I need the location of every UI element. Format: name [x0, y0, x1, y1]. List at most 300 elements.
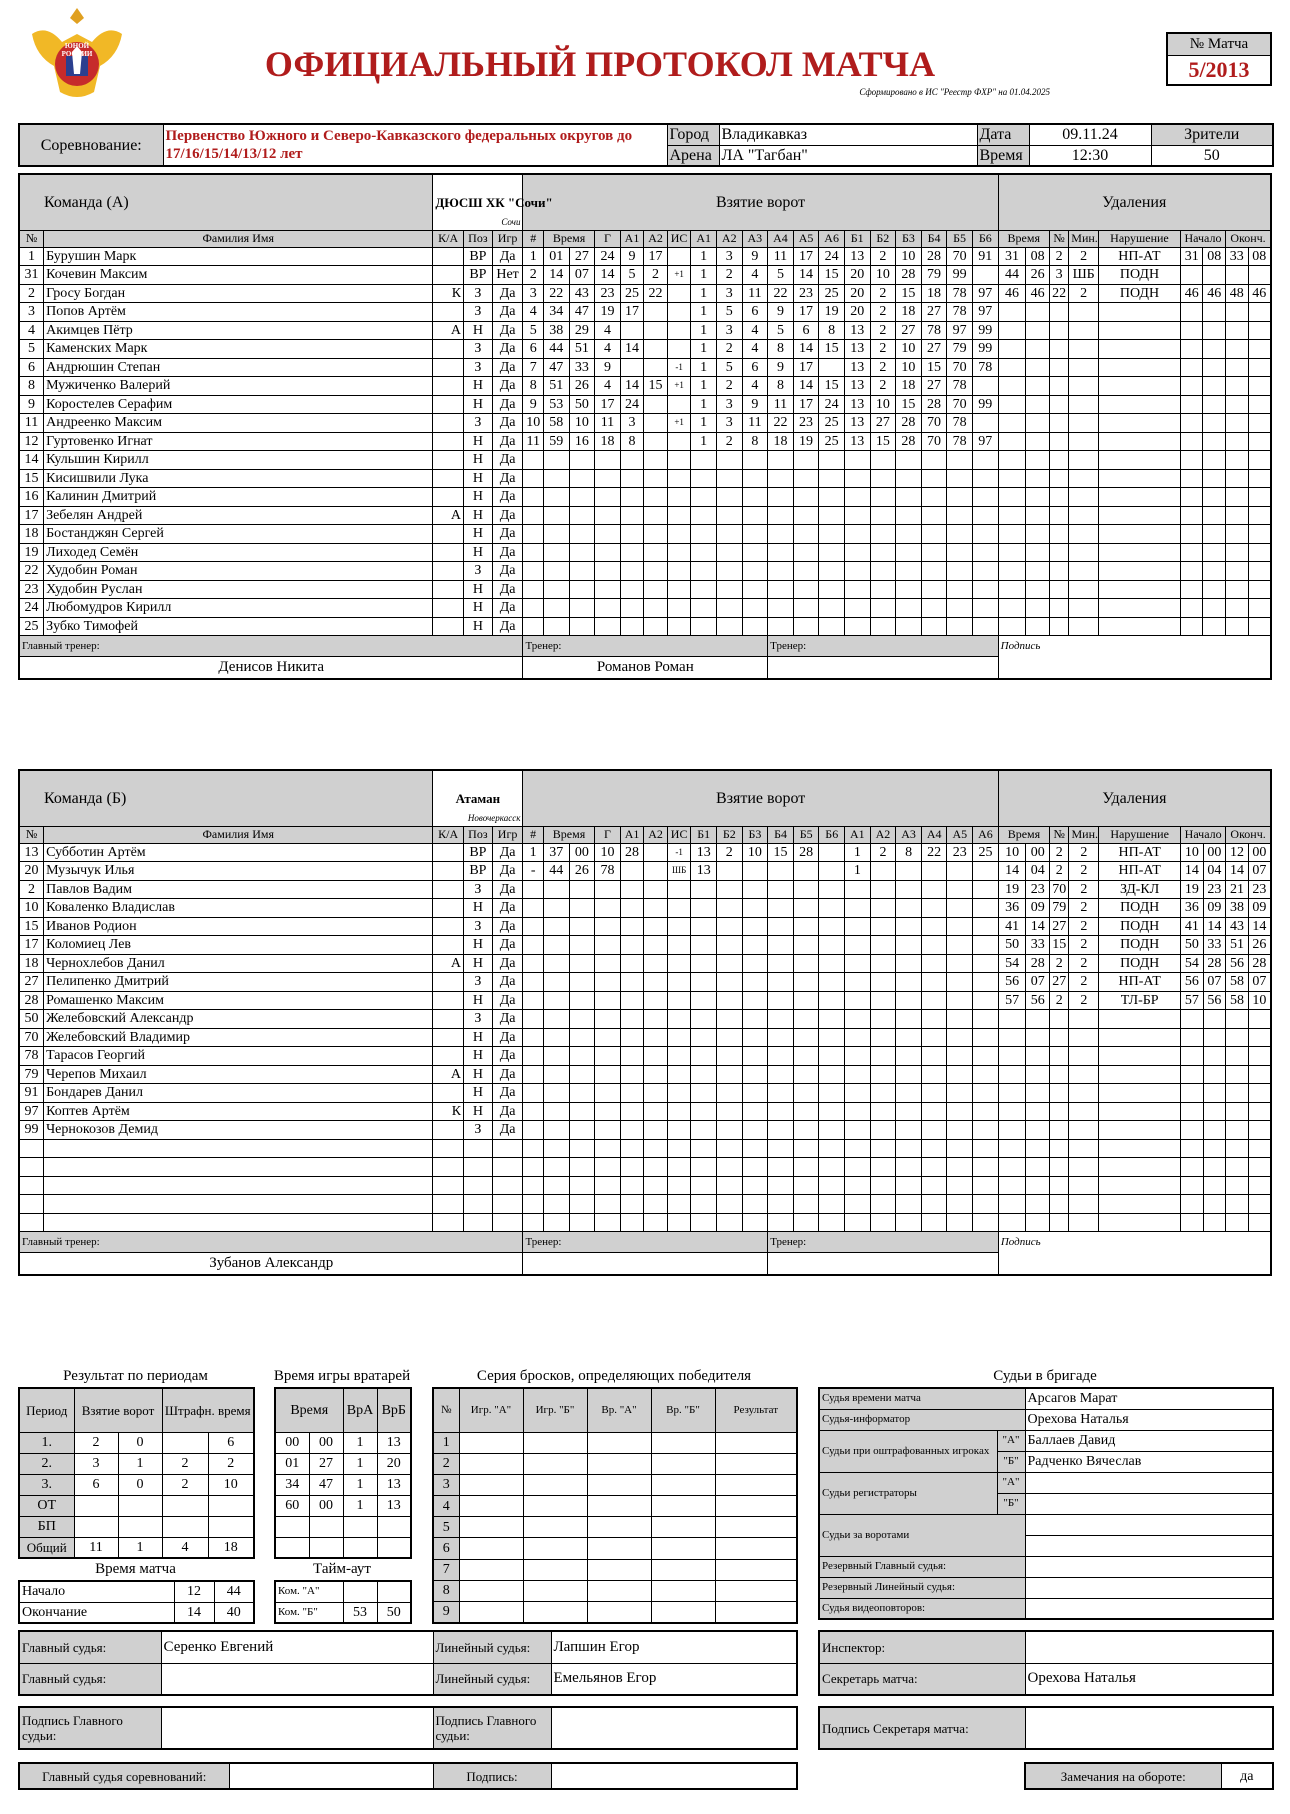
- period-cell: [118, 1495, 162, 1516]
- team-a-goal-cell: [667, 284, 691, 303]
- shootout-cell: [523, 1538, 587, 1559]
- emblem-logo: [22, 4, 132, 114]
- team-b-player-name: Коломиец Лев: [44, 936, 433, 955]
- team-a-goal-cell: [742, 580, 768, 599]
- team-a-goal-cell: 11: [523, 432, 543, 451]
- team-b-goal-cell: [845, 1213, 871, 1232]
- team-a-goal-cell: 78: [921, 321, 947, 340]
- team-a-goal-cell: [921, 506, 947, 525]
- team-b-goal-cell: [819, 843, 845, 862]
- team-a-penalty-cell: [1069, 488, 1099, 507]
- line-ref-1: Лапшин Егор: [551, 1631, 797, 1663]
- team-b-penalty-cell: [1248, 1047, 1271, 1066]
- team-a-col-onice-6: Б1: [844, 230, 870, 247]
- team-b-penalty-cell: [1203, 1010, 1226, 1029]
- team-a-penalty-cell: [1226, 377, 1249, 396]
- team-b-goal-cell: [921, 1213, 947, 1232]
- team-b-goal-cell: [947, 991, 973, 1010]
- team-a-goal-cell: [921, 488, 947, 507]
- team-a-penalty-cell: [1026, 469, 1050, 488]
- team-a-goal-cell: [819, 599, 845, 618]
- team-b-goal-cell: [523, 1176, 543, 1195]
- team-a-goal-cell: [716, 599, 742, 618]
- team-b-goal-cell: [793, 973, 819, 992]
- match-start-h: 12: [174, 1581, 214, 1602]
- team-b-goal-cell: [543, 1102, 569, 1121]
- team-b-goal-cell: [523, 899, 543, 918]
- shootout-cell: [587, 1580, 651, 1601]
- team-a-goal-cell: 2: [870, 377, 896, 396]
- team-b-penalty-cell: 79: [1050, 899, 1069, 918]
- team-b-goal-cell: [595, 1065, 621, 1084]
- team-a-goal-cell: [569, 506, 595, 525]
- sig-main-field-2[interactable]: [551, 1707, 797, 1749]
- team-b-goal-cell: [742, 1047, 768, 1066]
- team-a-goal-cell: 10: [870, 266, 896, 285]
- team-b-penalty-cell: 33: [1026, 936, 1050, 955]
- shootout-cell: 8: [433, 1580, 459, 1601]
- team-b-goal-cell: [896, 1084, 922, 1103]
- period-cell: 1.: [19, 1432, 74, 1453]
- team-a-goal-cell: 10: [896, 358, 922, 377]
- shootout-cell: [651, 1496, 715, 1517]
- team-a-player-name: Коростелев Серафим: [44, 395, 433, 414]
- team-a-goal-cell: 27: [921, 340, 947, 359]
- shootout-cell: [459, 1453, 523, 1474]
- team-a-penalty-cell: [1203, 340, 1226, 359]
- team-a-goal-cell: 11: [742, 414, 768, 433]
- team-b-penalty-cell: [1069, 1213, 1099, 1232]
- sig-field[interactable]: [551, 1763, 797, 1789]
- team-b-label: Команда (Б): [19, 770, 433, 826]
- team-a-goal-cell: 78: [947, 414, 973, 433]
- period-cell: [118, 1516, 162, 1537]
- team-a-col-onice-1: А2: [716, 230, 742, 247]
- team-a-row: [19, 358, 1271, 377]
- team-b-goal-cell: [543, 917, 569, 936]
- notes-label: Замечания на обороте:: [1025, 1763, 1221, 1789]
- team-b-goal-cell: [845, 1121, 871, 1140]
- team-a-goal-cell: 4: [595, 321, 621, 340]
- team-b-penalty-cell: [1181, 1213, 1204, 1232]
- shootout-cell: [715, 1580, 797, 1601]
- team-b-player-name: Ромашенко Максим: [44, 991, 433, 1010]
- team-a-goal-cell: [972, 525, 998, 544]
- team-b-penalty-cell: 19: [998, 880, 1026, 899]
- team-b-goal-cell: [947, 1121, 973, 1140]
- team-b-goal-cell: [819, 1121, 845, 1140]
- team-b-goal-cell: [569, 880, 595, 899]
- team-b-goal-cell: [845, 1065, 871, 1084]
- team-b-player-name: Субботин Артём: [44, 843, 433, 862]
- team-b-player-name: [44, 1176, 433, 1195]
- team-a-player-play: Да: [492, 284, 523, 303]
- team-a-penalty-cell: [1049, 599, 1068, 618]
- team-b-goal-cell: [921, 1065, 947, 1084]
- team-b-player-play: Да: [492, 880, 523, 899]
- team-b-goal-cell: [793, 1213, 819, 1232]
- team-a-goal-cell: 97: [972, 432, 998, 451]
- team-b-goal-cell: [742, 899, 768, 918]
- team-b-row: [19, 1102, 1271, 1121]
- team-b-goal-cell: [644, 1176, 668, 1195]
- team-b-goal-cell: [543, 1139, 569, 1158]
- team-a-goal-cell: 6: [742, 358, 768, 377]
- team-b-goal-cell: [667, 880, 691, 899]
- team-a-row: [19, 247, 1271, 266]
- period-cell: БП: [19, 1516, 74, 1537]
- team-b-col-pen-end: Оконч.: [1226, 826, 1271, 843]
- match-number-box: [1166, 32, 1272, 86]
- team-b-player-ka: А: [433, 1065, 464, 1084]
- team-a-player-ka: [433, 414, 464, 433]
- periods-title: Результат по периодам: [63, 1368, 208, 1384]
- team-b-goal-cell: 10: [742, 843, 768, 862]
- team-b-penalty-cell: [1069, 1195, 1099, 1214]
- team-a-goal-cell: 24: [819, 395, 845, 414]
- team-b-signature-field[interactable]: [998, 1253, 1271, 1275]
- period-cell: 0: [118, 1432, 162, 1453]
- team-b-goal-cell: [569, 973, 595, 992]
- team-b-goal-cell: [523, 1010, 543, 1029]
- team-b-goal-cell: [921, 1195, 947, 1214]
- team-b-penalty-cell: [1226, 1176, 1249, 1195]
- team-b-penalty-cell: 04: [1026, 862, 1050, 881]
- team-b-goal-cell: [973, 1028, 999, 1047]
- gk-time-header: Время: [275, 1388, 343, 1432]
- team-a-player-name: Худобин Руслан: [44, 580, 433, 599]
- team-b-goal-cell: [644, 1213, 668, 1232]
- team-b-goal-cell: [742, 1121, 768, 1140]
- team-a-col-onice-9: Б4: [921, 230, 947, 247]
- team-a-col-pen-no: №: [1049, 230, 1068, 247]
- team-a-goal-cell: 13: [844, 247, 870, 266]
- team-a-goal-cell: [523, 599, 543, 618]
- team-b-player-ka: [433, 1176, 464, 1195]
- team-b-penalty-cell: 00: [1203, 843, 1226, 862]
- team-a-player-ka: [433, 580, 464, 599]
- team-b-goal-cell: 28: [793, 843, 819, 862]
- team-b-goal-cell: [595, 1010, 621, 1029]
- team-b-goal-cell: [523, 1084, 543, 1103]
- team-b-goal-cell: [870, 973, 896, 992]
- team-b-col-g: Г: [595, 826, 621, 843]
- team-b-goal-cell: [947, 899, 973, 918]
- refs-title: Судьи в бригаде: [993, 1368, 1097, 1384]
- team-b-row: [19, 880, 1271, 899]
- team-b-penalty-cell: [1069, 1139, 1099, 1158]
- team-b-player-ka: [433, 843, 464, 862]
- team-a-goal-cell: [691, 506, 717, 525]
- comp-main-label: Главный судья соревнований:: [19, 1763, 229, 1789]
- team-b-goal-cell: [947, 1213, 973, 1232]
- gk-cell: 20: [377, 1453, 411, 1474]
- team-a-goal-cell: [667, 469, 691, 488]
- team-a-goal-cell: 5: [716, 358, 742, 377]
- team-b-player-name: Чернокозов Демид: [44, 1121, 433, 1140]
- team-b-penalty-cell: 2: [1069, 936, 1099, 955]
- team-b-goal-cell: 1: [523, 843, 543, 862]
- team-a-goal-cell: [667, 321, 691, 340]
- team-a-penalty-cell: 08: [1248, 247, 1271, 266]
- team-a-penalty-cell: [1099, 617, 1181, 636]
- period-goals-header: Взятие ворот: [74, 1388, 162, 1432]
- team-a-penalty-cell: [1049, 303, 1068, 322]
- gk-cell: [343, 1516, 377, 1537]
- team-b-goal-cell: [845, 1047, 871, 1066]
- team-a-penalty-cell: [1248, 599, 1271, 618]
- team-b-goal-cell: [717, 936, 743, 955]
- team-b-goal-cell: [819, 1028, 845, 1047]
- sig-secretary-field[interactable]: [1025, 1707, 1273, 1749]
- reserve-line-label: Резервный Линейный судья:: [819, 1577, 1025, 1598]
- team-b-penalty-cell: 2: [1050, 991, 1069, 1010]
- team-a-goal-cell: 13: [844, 432, 870, 451]
- team-a-penalty-cell: [1099, 321, 1181, 340]
- team-b-goal-cell: [644, 1010, 668, 1029]
- team-b-penalty-cell: [1026, 1084, 1050, 1103]
- shootout-cell: [715, 1496, 797, 1517]
- team-b-penalty-cell: 09: [1026, 899, 1050, 918]
- team-b-player-number: 20: [19, 862, 44, 881]
- team-b-goal-cell: [973, 1158, 999, 1177]
- team-a-col-onice-2: А3: [742, 230, 768, 247]
- team-b-goal-cell: [819, 1213, 845, 1232]
- team-a-goal-cell: [870, 617, 896, 636]
- team-a-col-pen-viol: Нарушение: [1099, 230, 1181, 247]
- team-a-goal-cell: [742, 599, 768, 618]
- team-a-goal-cell: [972, 488, 998, 507]
- team-a-penalty-cell: [1180, 303, 1203, 322]
- team-a-goal-cell: [793, 488, 819, 507]
- team-a-row: [19, 321, 1271, 340]
- period-cell: 11: [74, 1537, 118, 1558]
- team-a-row: [19, 488, 1271, 507]
- team-a-goal-cell: [742, 488, 768, 507]
- team-a-player-ka: [433, 377, 464, 396]
- team-b-penalty-cell: 2: [1069, 973, 1099, 992]
- team-b-player-ka: [433, 1010, 464, 1029]
- time-label: Время: [977, 145, 1029, 166]
- team-b-player-name: [44, 1213, 433, 1232]
- team-b-col-play: Игр: [492, 826, 523, 843]
- team-a-goal-cell: [947, 488, 973, 507]
- spectators-value: 50: [1151, 145, 1273, 166]
- team-b-col-is: ИС: [667, 826, 691, 843]
- team-a-col-is: ИС: [667, 230, 691, 247]
- period-cell: [74, 1495, 118, 1516]
- team-b-goal-cell: [973, 991, 999, 1010]
- team-b-goal-cell: [691, 880, 717, 899]
- team-a-player-name: Калинин Дмитрий: [44, 488, 433, 507]
- team-a-goal-cell: 15: [870, 432, 896, 451]
- team-a-goal-cell: 6: [523, 340, 543, 359]
- team-a-goal-cell: [667, 562, 691, 581]
- team-b-penalty-cell: 14: [1203, 917, 1226, 936]
- team-b-goal-cell: [896, 954, 922, 973]
- team-a-col-ka: К/А: [433, 230, 464, 247]
- team-a-penalty-cell: [1069, 599, 1099, 618]
- team-a-goal-cell: 2: [644, 266, 668, 285]
- team-a-penalty-cell: [1180, 469, 1203, 488]
- team-a-goal-cell: 18: [595, 432, 621, 451]
- team-b-penalty-cell: [1203, 1195, 1226, 1214]
- team-a-goal-cell: 3: [716, 414, 742, 433]
- team-b-goal-cell: [523, 1028, 543, 1047]
- period-cell: 1: [118, 1537, 162, 1558]
- team-b-goal-cell: [644, 1047, 668, 1066]
- team-b-penalty-cell: [998, 1176, 1026, 1195]
- team-b-goal-cell: [870, 1010, 896, 1029]
- team-a-penalty-cell: 46: [1248, 284, 1271, 303]
- team-a-row: [19, 377, 1271, 396]
- team-b-penalty-cell: 56: [1203, 991, 1226, 1010]
- team-a-goal-cell: 13: [844, 377, 870, 396]
- team-b-penalty-cell: 09: [1203, 899, 1226, 918]
- team-a-player-number: 31: [19, 266, 44, 285]
- team-a-goal-cell: 4: [742, 321, 768, 340]
- team-b-goal-cell: [667, 991, 691, 1010]
- team-b-penalty-cell: [1050, 1102, 1069, 1121]
- team-b-goal-cell: [569, 1176, 595, 1195]
- team-b-col-onice-1: Б2: [717, 826, 743, 843]
- team-b-penalty-cell: [1026, 1102, 1050, 1121]
- team-b-penalty-cell: [1226, 1213, 1249, 1232]
- team-b-goal-cell: [569, 954, 595, 973]
- team-b-player-pos: З: [464, 917, 493, 936]
- team-a-penalty-cell: [1248, 358, 1271, 377]
- team-a-penalty-cell: [1248, 303, 1271, 322]
- team-b-goal-cell: [569, 1213, 595, 1232]
- team-b-penalty-cell: 43: [1226, 917, 1249, 936]
- team-a-penalty-cell: [1203, 377, 1226, 396]
- team-a-player-play: Да: [492, 321, 523, 340]
- team-b-goal-cell: -1: [667, 843, 691, 862]
- team-b-row: [19, 1010, 1271, 1029]
- comp-main-table: [18, 1762, 798, 1790]
- team-b-goal-cell: [742, 1176, 768, 1195]
- team-b-goal-cell: [742, 1084, 768, 1103]
- team-a-goal-cell: [742, 617, 768, 636]
- signatures-table: [18, 1706, 798, 1750]
- team-b-penalty-cell: 2: [1069, 991, 1099, 1010]
- team-a-player-name: Андрюшин Степан: [44, 358, 433, 377]
- team-a-goal-cell: 1: [691, 247, 717, 266]
- penbox-a: Баллаев Давид: [1025, 1430, 1273, 1451]
- team-b-goal-cell: [620, 1065, 644, 1084]
- team-a-goal-cell: +1: [667, 377, 691, 396]
- timeout-b-sec: 50: [377, 1602, 411, 1623]
- team-a-penalty-cell: [1203, 469, 1226, 488]
- team-a-penalty-cell: [1180, 340, 1203, 359]
- team-b-col-a1: А1: [620, 826, 644, 843]
- team-b-penalty-cell: ПОДН: [1099, 936, 1181, 955]
- team-b-player-name: Музычук Илья: [44, 862, 433, 881]
- team-a-goal-cell: [569, 451, 595, 470]
- team-a-player-pos: З: [464, 340, 493, 359]
- city-label: Город: [667, 124, 719, 145]
- team-a-penalty-cell: 08: [1203, 247, 1226, 266]
- team-b-player-play: Да: [492, 973, 523, 992]
- team-a-goal-cell: [768, 525, 794, 544]
- team-a-col-onice-5: А6: [819, 230, 845, 247]
- team-b-player-play: Да: [492, 1010, 523, 1029]
- team-b-penalty-cell: 50: [1181, 936, 1204, 955]
- team-a-player-ka: [433, 469, 464, 488]
- team-b-penalty-cell: 26: [1248, 936, 1271, 955]
- team-b-goal-cell: 37: [543, 843, 569, 862]
- team-a-penalty-cell: [998, 488, 1026, 507]
- team-b-goal-cell: [543, 1065, 569, 1084]
- team-a-goal-cell: [569, 580, 595, 599]
- team-b-goal-cell: [896, 973, 922, 992]
- team-a-penalty-cell: [1180, 395, 1203, 414]
- sig-main-field-1[interactable]: [161, 1707, 433, 1749]
- team-a-signature-field[interactable]: [998, 657, 1271, 679]
- team-a-goal-cell: [523, 488, 543, 507]
- team-a-goal-cell: [595, 617, 621, 636]
- team-a-goal-cell: [644, 543, 668, 562]
- team-b-goal-cell: [595, 1195, 621, 1214]
- team-b-penalty-cell: [1203, 1047, 1226, 1066]
- team-a-player-number: 6: [19, 358, 44, 377]
- team-a-goal-cell: 44: [543, 340, 569, 359]
- team-b-player-pos: [464, 1139, 493, 1158]
- team-b-player-number: [19, 1195, 44, 1214]
- team-b-player-ka: [433, 1121, 464, 1140]
- team-b-row: [19, 917, 1271, 936]
- team-a-penalty-cell: [1026, 599, 1050, 618]
- team-a-goal-cell: 78: [947, 284, 973, 303]
- team-a-player-play: Да: [492, 469, 523, 488]
- team-b-goal-cell: [569, 1028, 595, 1047]
- team-b-goal-cell: [921, 1028, 947, 1047]
- team-a-penalty-cell: [1203, 525, 1226, 544]
- team-b-col-onice-11: А6: [973, 826, 999, 843]
- team-b-penalty-cell: [1050, 1195, 1069, 1214]
- team-b-penalty-cell: 19: [1181, 880, 1204, 899]
- comp-main-field[interactable]: [229, 1763, 433, 1789]
- team-b-goal-cell: [742, 1065, 768, 1084]
- team-b-penalty-cell: 2: [1050, 954, 1069, 973]
- team-a-goal-cell: 78: [947, 432, 973, 451]
- team-b-goal-cell: [896, 1102, 922, 1121]
- team-b-player-number: 99: [19, 1121, 44, 1140]
- team-b-goal-cell: [543, 1047, 569, 1066]
- team-b-goals-header: Взятие ворот: [523, 770, 998, 826]
- team-b-goal-cell: [620, 862, 644, 881]
- team-b-player-ka: [433, 1195, 464, 1214]
- team-b-penalty-cell: [1203, 1102, 1226, 1121]
- team-b-goal-cell: [768, 1028, 794, 1047]
- team-a-goal-cell: [793, 617, 819, 636]
- team-a-goal-cell: [569, 562, 595, 581]
- team-a-penalty-cell: [1069, 358, 1099, 377]
- team-b-player-play: Да: [492, 917, 523, 936]
- team-a-goal-cell: 9: [742, 395, 768, 414]
- team-b-penalty-cell: 2: [1069, 843, 1099, 862]
- team-b-goal-cell: [947, 1065, 973, 1084]
- team-a-goal-cell: [870, 451, 896, 470]
- team-a-penalty-cell: 44: [998, 266, 1026, 285]
- team-b-goal-cell: [620, 1010, 644, 1029]
- team-a-goal-cell: [742, 451, 768, 470]
- team-b-goal-cell: [543, 1158, 569, 1177]
- team-a-penalty-cell: [1226, 303, 1249, 322]
- team-a-goal-cell: [972, 377, 998, 396]
- team-b-goal-cell: [717, 1176, 743, 1195]
- team-a-penalty-cell: [1203, 543, 1226, 562]
